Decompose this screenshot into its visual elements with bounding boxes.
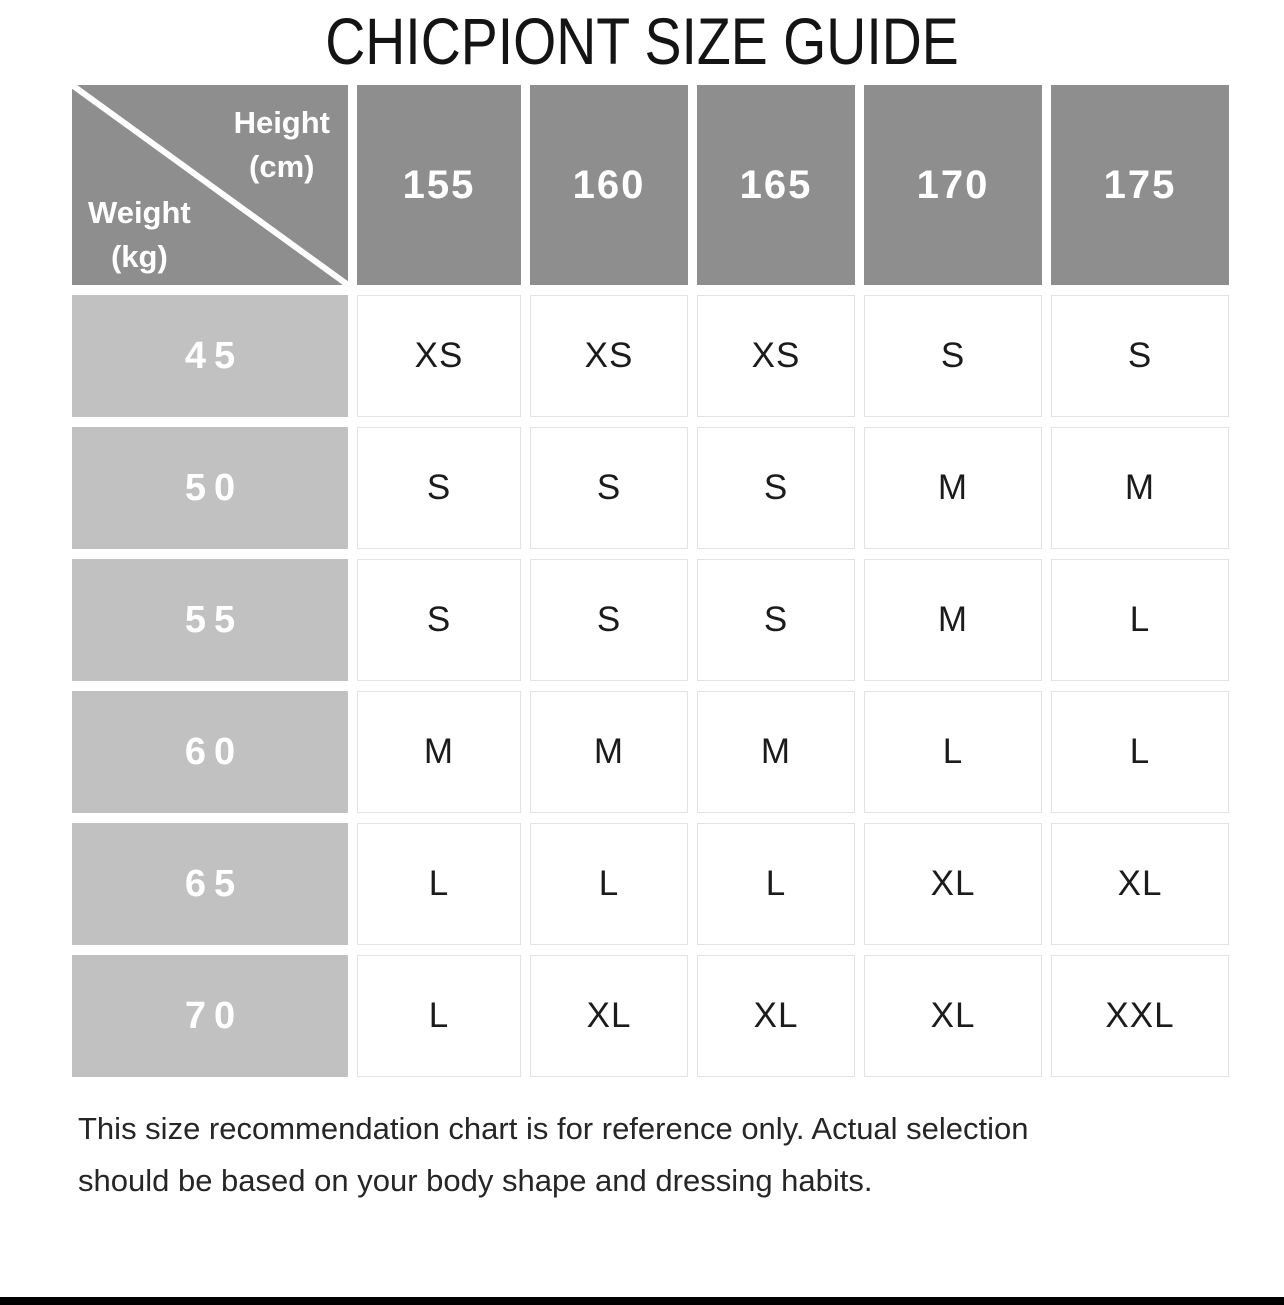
column-header-175: 175 — [1051, 85, 1229, 285]
disclaimer-line-2: should be based on your body shape and dressing habits. — [78, 1163, 873, 1198]
weight-unit-label: (kg) — [110, 239, 168, 274]
size-cell: S — [530, 427, 688, 549]
size-cell: L — [357, 823, 521, 945]
size-cell: XS — [357, 295, 521, 417]
size-cell: M — [864, 559, 1042, 681]
size-cell: M — [697, 691, 855, 813]
size-cell: XL — [1051, 823, 1229, 945]
size-cell: XL — [530, 955, 688, 1077]
size-cell: M — [864, 427, 1042, 549]
size-cell: XS — [530, 295, 688, 417]
corner-header-cell — [72, 85, 348, 285]
height-label: Height — [233, 105, 330, 140]
size-cell: XS — [697, 295, 855, 417]
size-cell: S — [1051, 295, 1229, 417]
size-cell: L — [357, 955, 521, 1077]
row-header-50: 50 — [72, 427, 348, 549]
column-header-160: 160 — [530, 85, 688, 285]
size-cell: S — [697, 427, 855, 549]
column-header-165: 165 — [697, 85, 855, 285]
size-cell: M — [1051, 427, 1229, 549]
size-cell: S — [357, 427, 521, 549]
column-header-155: 155 — [357, 85, 521, 285]
page-title: CHICPIONT SIZE GUIDE — [325, 4, 959, 78]
corner-height-label-group — [234, 101, 330, 189]
column-header-170: 170 — [864, 85, 1042, 285]
size-cell: L — [697, 823, 855, 945]
size-cell: XL — [697, 955, 855, 1077]
size-cell: L — [864, 691, 1042, 813]
size-cell: M — [530, 691, 688, 813]
disclaimer-note — [78, 1103, 1224, 1207]
size-cell: M — [357, 691, 521, 813]
size-cell: S — [530, 559, 688, 681]
size-guide-table — [72, 85, 1229, 1077]
disclaimer-line-1: This size recommendation chart is for reference only. Actual selection — [78, 1111, 1029, 1146]
row-header-70: 70 — [72, 955, 348, 1077]
size-cell: S — [697, 559, 855, 681]
size-cell: XXL — [1051, 955, 1229, 1077]
size-cell: L — [1051, 559, 1229, 681]
row-header-55: 55 — [72, 559, 348, 681]
size-cell: L — [1051, 691, 1229, 813]
size-cell: S — [864, 295, 1042, 417]
size-cell: XL — [864, 823, 1042, 945]
weight-label: Weight — [88, 195, 191, 230]
corner-weight-label-group — [88, 191, 191, 279]
size-cell: S — [357, 559, 521, 681]
row-header-65: 65 — [72, 823, 348, 945]
row-header-45: 45 — [72, 295, 348, 417]
height-unit-label: (cm) — [249, 149, 315, 184]
size-cell: L — [530, 823, 688, 945]
row-header-60: 60 — [72, 691, 348, 813]
bottom-black-bar — [0, 1297, 1284, 1305]
size-cell: XL — [864, 955, 1042, 1077]
